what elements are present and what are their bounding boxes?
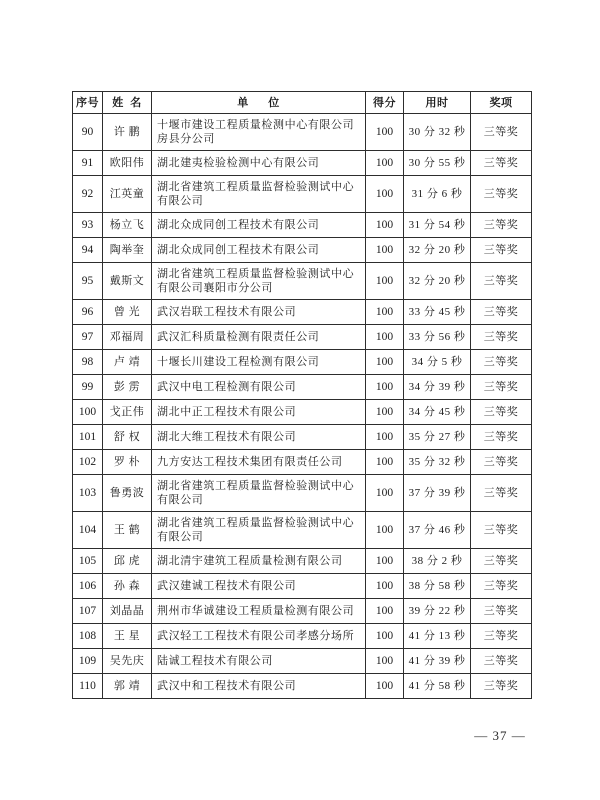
cell-time: 33 分 56 秒 [404,325,471,350]
cell-no: 97 [73,325,103,350]
cell-award: 三等奖 [471,114,532,151]
cell-no: 92 [73,176,103,213]
cell-award: 三等奖 [471,375,532,400]
cell-org: 十堰长川建设工程检测有限公司 [152,350,366,375]
cell-no: 94 [73,238,103,263]
table-row [73,649,532,674]
cell-time: 32 分 20 秒 [404,263,471,300]
cell-name: 江英童 [103,176,152,213]
cell-time: 39 分 22 秒 [404,599,471,624]
cell-award: 三等奖 [471,400,532,425]
cell-score: 100 [366,624,404,649]
cell-name: 欧阳伟 [103,151,152,176]
table-row [73,599,532,624]
cell-name: 王 鹤 [103,512,152,549]
cell-org: 湖北省建筑工程质量监督检验测试中心有限公司襄阳市分公司 [152,263,366,300]
cell-time: 38 分 58 秒 [404,574,471,599]
cell-name: 邱 虎 [103,549,152,574]
cell-name: 戈正伟 [103,400,152,425]
cell-score: 100 [366,114,404,151]
table-row [73,213,532,238]
cell-time: 41 分 39 秒 [404,649,471,674]
cell-time: 30 分 32 秒 [404,114,471,151]
cell-time: 34 分 45 秒 [404,400,471,425]
cell-no: 96 [73,300,103,325]
cell-score: 100 [366,213,404,238]
cell-award: 三等奖 [471,599,532,624]
cell-name: 许 鹏 [103,114,152,151]
cell-name: 邓福周 [103,325,152,350]
cell-org: 陆诚工程技术有限公司 [152,649,366,674]
table-row [73,574,532,599]
table-row [73,325,532,350]
cell-no: 104 [73,512,103,549]
cell-score: 100 [366,425,404,450]
table-row [73,263,532,300]
cell-org: 武汉岩联工程技术有限公司 [152,300,366,325]
cell-name: 舒 权 [103,425,152,450]
cell-time: 32 分 20 秒 [404,238,471,263]
cell-time: 33 分 45 秒 [404,300,471,325]
cell-score: 100 [366,263,404,300]
cell-score: 100 [366,450,404,475]
page-number: — 37 — [474,728,526,743]
cell-award: 三等奖 [471,549,532,574]
cell-org: 荆州市华诚建设工程质量检测有限公司 [152,599,366,624]
table-row [73,114,532,151]
cell-org: 湖北省建筑工程质量监督检验测试中心有限公司 [152,512,366,549]
cell-time: 34 分 39 秒 [404,375,471,400]
cell-no: 106 [73,574,103,599]
cell-org: 武汉汇科质量检测有限责任公司 [152,325,366,350]
cell-award: 三等奖 [471,624,532,649]
table-row [73,425,532,450]
cell-time: 30 分 55 秒 [404,151,471,176]
table-row [73,624,532,649]
table-row [73,176,532,213]
table-row [73,450,532,475]
cell-award: 三等奖 [471,350,532,375]
cell-no: 90 [73,114,103,151]
cell-name: 郭 靖 [103,674,152,699]
cell-score: 100 [366,674,404,699]
cell-award: 三等奖 [471,649,532,674]
cell-no: 95 [73,263,103,300]
cell-name: 孙 森 [103,574,152,599]
table-row [73,549,532,574]
cell-no: 105 [73,549,103,574]
cell-org: 湖北省建筑工程质量监督检验测试中心有限公司 [152,176,366,213]
cell-name: 彭 雳 [103,375,152,400]
table-row [73,512,532,549]
cell-org: 武汉轻工工程技术有限公司孝感分场所 [152,624,366,649]
cell-time: 37 分 46 秒 [404,512,471,549]
cell-score: 100 [366,176,404,213]
cell-score: 100 [366,475,404,512]
column-header-no: 序号 [73,92,103,114]
cell-award: 三等奖 [471,475,532,512]
cell-name: 罗 朴 [103,450,152,475]
cell-org: 湖北大维工程技术有限公司 [152,425,366,450]
cell-name: 曾 光 [103,300,152,325]
cell-score: 100 [366,649,404,674]
cell-no: 109 [73,649,103,674]
column-header-award: 奖项 [471,92,532,114]
cell-org: 武汉中和工程技术有限公司 [152,674,366,699]
cell-no: 91 [73,151,103,176]
column-header-time: 用时 [404,92,471,114]
cell-org: 九方安达工程技术集团有限责任公司 [152,450,366,475]
cell-score: 100 [366,300,404,325]
cell-score: 100 [366,400,404,425]
table-row [73,300,532,325]
cell-org: 湖北中正工程技术有限公司 [152,400,366,425]
cell-org: 十堰市建设工程质量检测中心有限公司房县分公司 [152,114,366,151]
cell-time: 37 分 39 秒 [404,475,471,512]
table-row [73,475,532,512]
table-row [73,238,532,263]
cell-name: 刘晶晶 [103,599,152,624]
cell-org: 武汉建诚工程技术有限公司 [152,574,366,599]
column-header-name: 姓 名 [103,92,152,114]
cell-no: 108 [73,624,103,649]
table-row [73,375,532,400]
cell-score: 100 [366,574,404,599]
column-header-org: 单 位 [152,92,366,114]
cell-award: 三等奖 [471,238,532,263]
cell-time: 35 分 27 秒 [404,425,471,450]
cell-name: 鲁勇波 [103,475,152,512]
cell-time: 35 分 32 秒 [404,450,471,475]
column-header-score: 得分 [366,92,404,114]
cell-time: 41 分 58 秒 [404,674,471,699]
table-header-row [73,92,532,114]
cell-no: 99 [73,375,103,400]
cell-award: 三等奖 [471,263,532,300]
cell-no: 98 [73,350,103,375]
table-body [73,114,532,699]
table-row [73,674,532,699]
cell-award: 三等奖 [471,450,532,475]
cell-score: 100 [366,375,404,400]
cell-org: 湖北建夷检验检测中心有限公司 [152,151,366,176]
cell-org: 湖北众成同创工程技术有限公司 [152,238,366,263]
cell-no: 103 [73,475,103,512]
table-row [73,400,532,425]
cell-name: 卢 靖 [103,350,152,375]
cell-name: 戴斯文 [103,263,152,300]
cell-no: 93 [73,213,103,238]
cell-score: 100 [366,238,404,263]
cell-name: 吴先庆 [103,649,152,674]
cell-award: 三等奖 [471,151,532,176]
cell-no: 102 [73,450,103,475]
cell-time: 41 分 13 秒 [404,624,471,649]
cell-score: 100 [366,549,404,574]
cell-name: 陶举奎 [103,238,152,263]
cell-org: 湖北清宇建筑工程质量检测有限公司 [152,549,366,574]
results-table [72,91,532,699]
cell-award: 三等奖 [471,213,532,238]
cell-name: 王 星 [103,624,152,649]
cell-time: 31 分 54 秒 [404,213,471,238]
cell-award: 三等奖 [471,574,532,599]
cell-time: 38 分 2 秒 [404,549,471,574]
cell-no: 101 [73,425,103,450]
cell-award: 三等奖 [471,512,532,549]
cell-score: 100 [366,151,404,176]
cell-award: 三等奖 [471,425,532,450]
cell-no: 107 [73,599,103,624]
cell-no: 110 [73,674,103,699]
cell-org: 湖北众成同创工程技术有限公司 [152,213,366,238]
cell-score: 100 [366,325,404,350]
cell-org: 武汉中电工程检测有限公司 [152,375,366,400]
cell-no: 100 [73,400,103,425]
cell-time: 34 分 5 秒 [404,350,471,375]
cell-time: 31 分 6 秒 [404,176,471,213]
cell-score: 100 [366,512,404,549]
cell-award: 三等奖 [471,176,532,213]
cell-award: 三等奖 [471,674,532,699]
cell-score: 100 [366,599,404,624]
table-row [73,151,532,176]
cell-org: 湖北省建筑工程质量监督检验测试中心有限公司 [152,475,366,512]
table-row [73,350,532,375]
cell-award: 三等奖 [471,300,532,325]
cell-name: 杨立飞 [103,213,152,238]
cell-score: 100 [366,350,404,375]
cell-award: 三等奖 [471,325,532,350]
